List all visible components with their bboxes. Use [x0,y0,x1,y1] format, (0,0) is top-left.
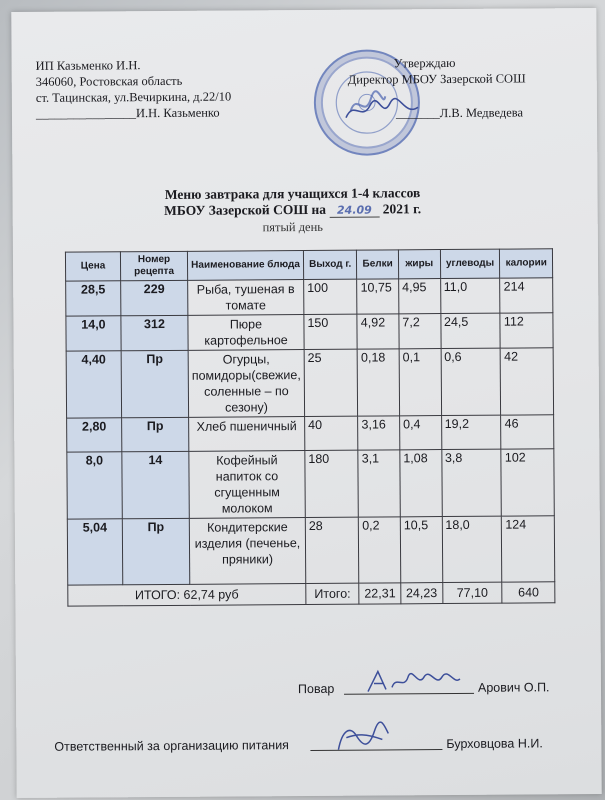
row-calories: 124 [502,516,555,582]
row-recipe-number: 312 [121,315,188,350]
row-dish-name: Хлеб пшеничный [189,417,305,452]
menu-table [65,248,555,606]
header-dish-name: Наименование блюда [187,251,303,281]
supplier-signature-line: ________________И.Н. Казьменко [35,105,220,121]
row-fat: 0,4 [400,416,442,450]
header-fat: жиры [398,250,440,279]
row-recipe-number: Пр [122,417,189,451]
table-row [66,278,553,316]
supplier-address-street: ст. Тацинская, ул.Вечиркина, д.22/10 [35,89,232,105]
approval-label: Утверждаю [393,55,456,71]
row-protein: 4,92 [357,314,399,349]
row-protein: 3,1 [358,450,400,517]
total-carbs: 77,10 [442,582,502,603]
row-carbs: 0,6 [441,348,501,415]
header-yield: Выход г. [303,250,357,279]
row-yield: 150 [304,314,358,349]
row-calories: 112 [500,313,553,348]
responsible-name: Бурховцова Н.И. [446,736,543,752]
row-yield: 100 [304,279,358,314]
cook-signature-icon [364,665,464,696]
row-carbs: 3,8 [441,449,501,516]
total-label: Итого: [306,583,360,604]
table-row [67,449,554,519]
totals-row [68,582,555,606]
cook-label: Повар [297,681,335,697]
responsible-signature-icon [332,719,392,753]
row-fat: 10,5 [400,517,442,583]
table-row [66,348,553,418]
row-price: 4,40 [66,351,121,418]
table-header-row [65,249,552,281]
row-protein: 10,75 [357,279,399,314]
row-carbs: 19,2 [441,415,501,449]
supplier-name: ИП Казьменко И.Н. [35,58,141,73]
row-price: 14,0 [66,316,121,351]
row-protein: 0,2 [359,517,401,583]
row-price: 2,80 [67,418,122,452]
approver-signature-line: _______Л.В. Медведева [395,105,524,121]
row-price: 5,04 [67,519,122,585]
row-yield: 180 [305,450,359,517]
approver-position: Директор МБОУ Зазерской СОШ [347,71,526,87]
row-price: 8,0 [67,452,122,519]
row-yield: 28 [305,517,359,583]
table-row [67,415,554,452]
row-protein: 3,16 [358,416,400,450]
menu-title: Меню завтрака для учащихся 1-4 классов [164,185,421,202]
header-calories: калории [500,249,553,278]
total-price: ИТОГО: 62,74 руб [68,584,306,607]
table-row [66,313,553,351]
row-protein: 0,18 [357,349,399,416]
row-dish-name: Пюре картофельное [188,315,304,351]
row-carbs: 11,0 [440,278,500,313]
row-price: 28,5 [66,281,121,316]
row-recipe-number: Пр [122,518,189,584]
row-recipe-number: 14 [122,451,189,518]
row-calories: 214 [500,278,553,313]
table-row [67,516,554,585]
row-fat: 4,95 [399,279,441,314]
row-dish-name: Кофейный напиток со сгущенным молоком [189,451,305,519]
header-price: Цена [65,252,120,281]
supplier-address-region: 346060, Ростовская область [35,73,183,89]
menu-day: пятый день [262,219,324,235]
menu-date: 24.09 [329,203,379,217]
responsible-label: Ответственный за организацию питания [54,738,289,754]
document-sheet [11,8,601,798]
total-fat: 24,23 [401,583,443,604]
menu-subtitle [13,200,573,220]
row-calories: 46 [501,415,554,449]
row-fat: 0,1 [399,349,441,416]
row-dish-name: Кондитерские изделия (печенье, пряники) [189,518,305,585]
header-carbs: углеводы [440,249,500,278]
row-calories: 102 [501,449,554,516]
header-recipe-number: Номер рецепта [120,251,187,280]
menu-year: 2021 г. [379,201,422,217]
cook-name: Арович О.П. [477,680,550,695]
row-calories: 42 [501,348,554,415]
row-recipe-number: 229 [121,280,188,315]
row-dish-name: Рыба, тушеная в томате [188,280,304,316]
total-calories: 640 [502,582,555,603]
row-recipe-number: Пр [121,350,188,417]
row-carbs: 18,0 [442,516,502,582]
row-carbs: 24,5 [440,313,500,348]
row-dish-name: Огурцы, помидоры(свежие, соленные – по сезону) [188,350,304,418]
row-yield: 40 [305,416,359,450]
row-fat: 7,2 [399,314,441,349]
header-protein: Белки [357,250,399,279]
row-fat: 1,08 [400,450,442,517]
row-yield: 25 [304,349,358,416]
menu-school-prefix: МБОУ Зазерской СОШ на [164,201,330,218]
total-protein: 22,31 [359,583,401,604]
